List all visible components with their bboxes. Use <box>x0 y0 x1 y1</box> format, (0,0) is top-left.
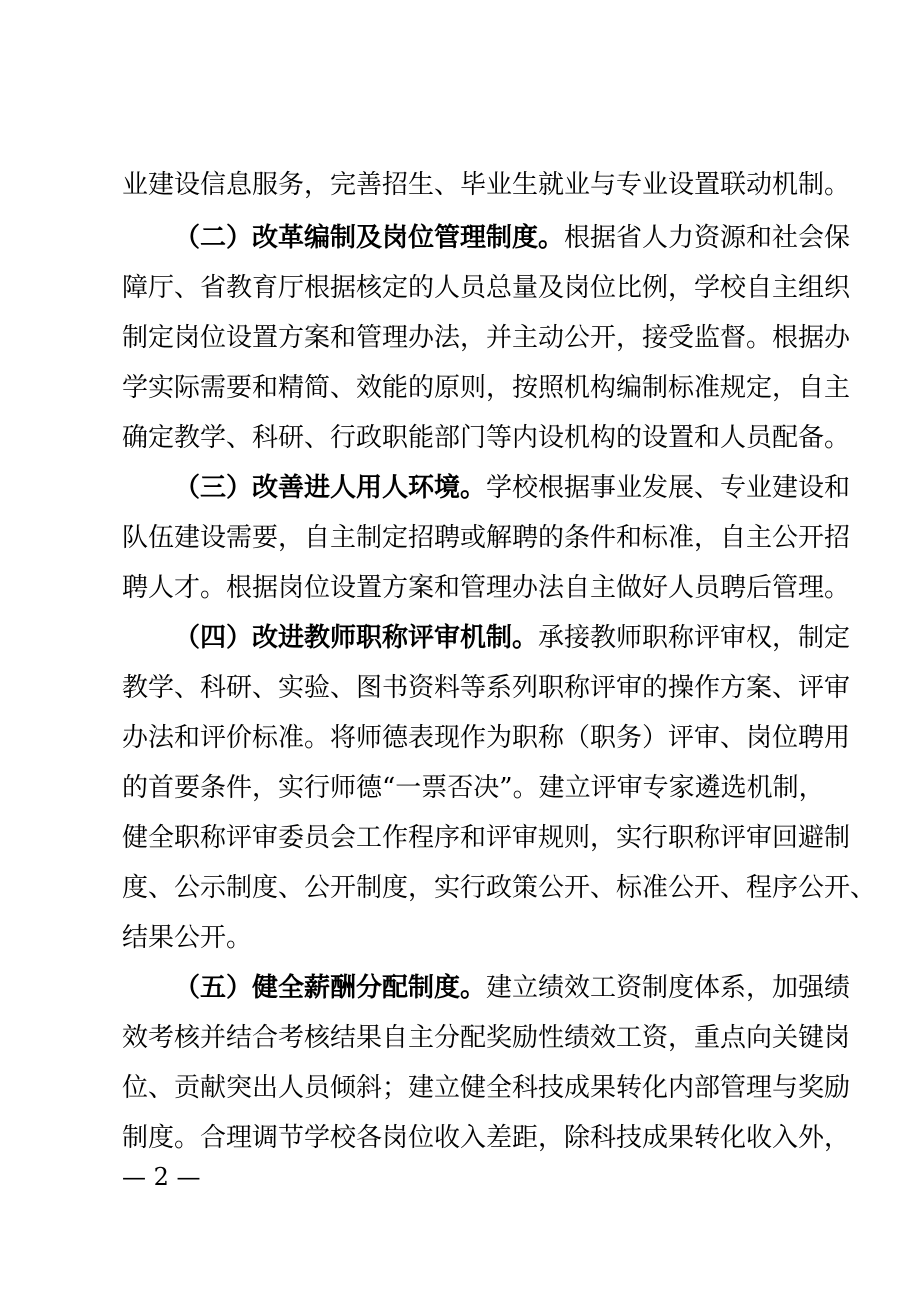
paragraph-line: 队伍建设需要，自主制定招聘或解聘的条件和标准，自主公开招 <box>122 523 851 553</box>
section-text: 建立绩效工资制度体系，加强绩 <box>486 973 851 1003</box>
paragraph-line: 位、贡献突出人员倾斜；建立健全科技成果转化内部管理与奖励 <box>122 1073 851 1103</box>
section-4-line <box>174 618 851 658</box>
section-heading: （二）改革编制及岗位管理制度。 <box>174 223 565 253</box>
section-5-line <box>174 968 851 1008</box>
page-number: — 2 — <box>122 1163 201 1191</box>
paragraph-line: 教学、科研、实验、图书资料等系列职称评审的操作方案、评审 <box>122 673 851 703</box>
section-heading: （五）健全薪酬分配制度。 <box>174 973 487 1003</box>
paragraph-line: 业建设信息服务，完善招生、毕业生就业与专业设置联动机制。 <box>122 170 851 200</box>
paragraph-line: 制定岗位设置方案和管理办法，并主动公开，接受监督。根据办 <box>122 323 851 353</box>
paragraph-line: 制度。合理调节学校各岗位收入差距，除科技成果转化收入外， <box>122 1123 851 1153</box>
paragraph-line: 学实际需要和精简、效能的原则，按照机构编制标准规定，自主 <box>122 373 851 403</box>
section-text: 承接教师职称评审权，制定 <box>538 623 851 653</box>
section-text: 学校根据事业发展、专业建设和 <box>486 473 851 503</box>
paragraph-line: 确定教学、科研、行政职能部门等内设机构的设置和人员配备。 <box>122 423 851 453</box>
paragraph-line: 聘人才。根据岗位设置方案和管理办法自主做好人员聘后管理。 <box>122 573 851 603</box>
paragraph-line: 结果公开。 <box>122 923 253 953</box>
paragraph-line: 障厅、省教育厅根据核定的人员总量及岗位比例，学校自主组织 <box>122 273 851 303</box>
paragraph-line: 办法和评价标准。将师德表现作为职称（职务）评审、岗位聘用 <box>122 723 851 753</box>
paragraph-line: 健全职称评审委员会工作程序和评审规则，实行职称评审回避制 <box>122 823 851 853</box>
paragraph-line: 度、公示制度、公开制度，实行政策公开、标准公开、程序公开、 <box>122 873 877 903</box>
section-heading: （四）改进教师职称评审机制。 <box>174 623 539 653</box>
paragraph-line: 的首要条件，实行师德“一票否决”。建立评审专家遴选机制， <box>122 773 825 803</box>
section-3-line <box>174 468 851 508</box>
section-2-line <box>174 218 851 258</box>
section-heading: （三）改善进人用人环境。 <box>174 473 487 503</box>
paragraph-line: 效考核并结合考核结果自主分配奖励性绩效工资，重点向关键岗 <box>122 1023 851 1053</box>
section-text: 根据省人力资源和社会保 <box>564 223 851 253</box>
